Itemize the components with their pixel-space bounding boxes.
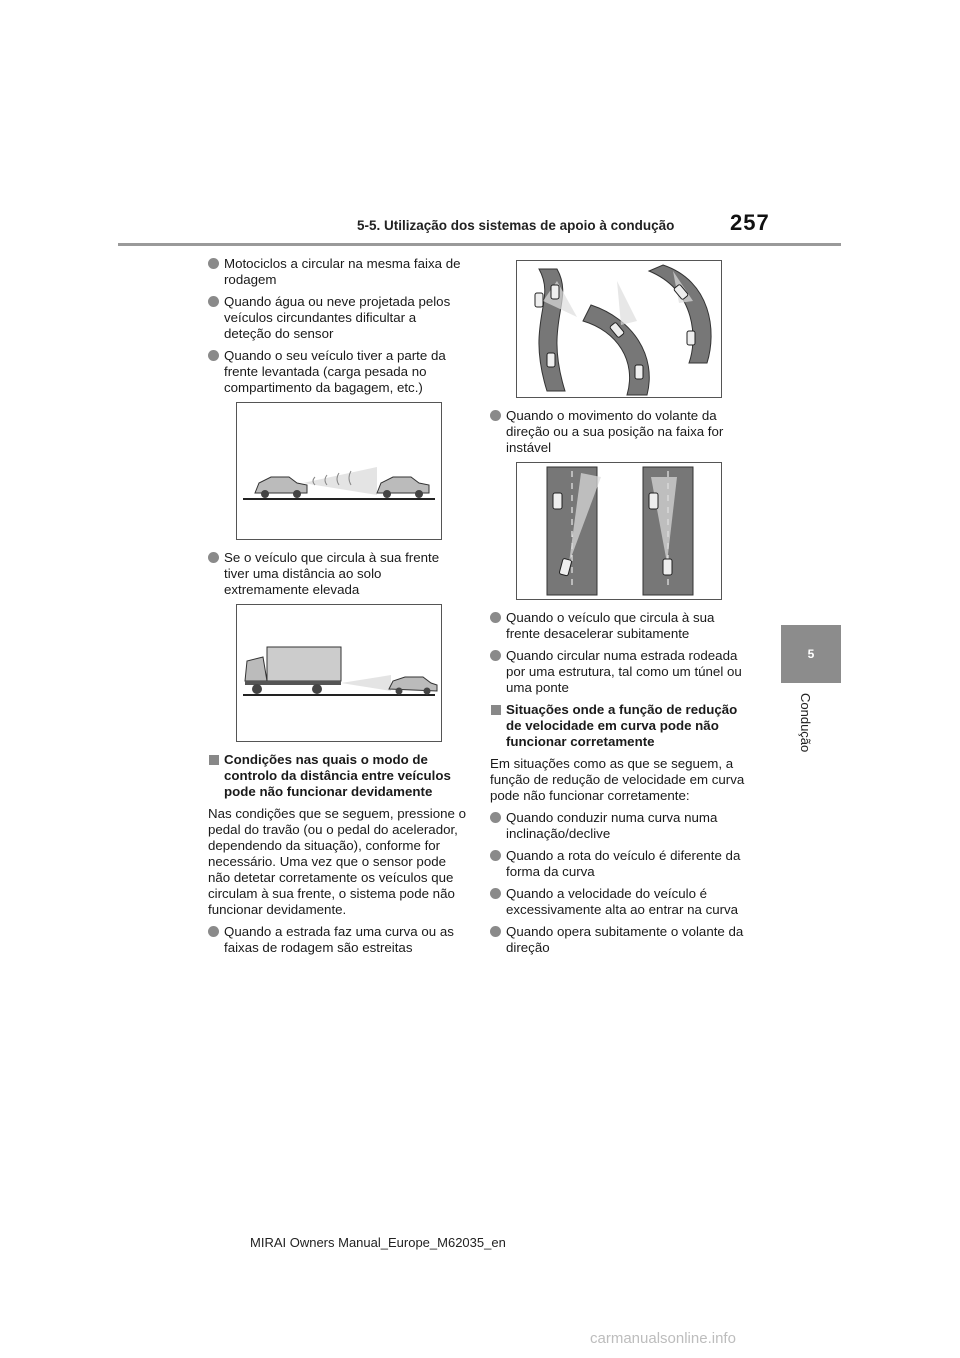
footer-text: MIRAI Owners Manual_Europe_M62035_en: [250, 1235, 506, 1250]
chapter-label: Condução: [798, 693, 813, 753]
bullet-icon: [208, 926, 219, 937]
chapter-number: 5: [807, 647, 815, 661]
watermark: carmanualsonline.info: [590, 1330, 736, 1347]
left-column: [208, 256, 466, 962]
list-item: Quando conduzir numa curva numa inclinação/declive: [490, 810, 748, 842]
bullet-icon: [208, 552, 219, 563]
section-heading: Situações onde a função de redução de velocidade em curva pode não funcionar corretamente: [490, 702, 748, 750]
paragraph: Em situações como as que se seguem, a função de redução de velocidade em curva pode não funcionar corretamente:: [490, 756, 745, 803]
bullet-icon: [490, 850, 501, 861]
paragraph: Nas condições que se seguem, pressione o pedal do travão (ou o pedal do acelerador, dependendo da situação), conforme for necessário. Uma vez que o sensor pode não detetar corretamente os veículos que circulam à sua frente, o sistema pode não funcionar devidamente.: [208, 806, 466, 917]
right-column: [490, 256, 748, 962]
list-item: Quando opera subitamente o volante da direção: [490, 924, 748, 956]
bullet-icon: [208, 258, 219, 269]
list-item: Quando o movimento do volante da direção ou a sua posição na faixa for instável: [490, 408, 748, 456]
list-item: Quando o seu veículo tiver a parte da frente levantada (carga pesada no compartimento da bagagem, etc.): [208, 348, 466, 396]
heading-marker-icon: [491, 705, 501, 715]
heading-marker-icon: [209, 755, 219, 765]
list-item: Quando a rota do veículo é diferente da forma da curva: [490, 848, 748, 880]
page-number: 257: [730, 210, 770, 235]
figure-curved-roads: [516, 260, 722, 398]
list-item: Quando circular numa estrada rodeada por uma estrutura, tal como um túnel ou uma ponte: [490, 648, 748, 696]
list-item: Motociclos a circular na mesma faixa de rodagem: [208, 256, 466, 288]
bullet-icon: [490, 926, 501, 937]
bullet-icon: [490, 888, 501, 899]
list-item: Se o veículo que circula à sua frente tiver uma distância ao solo extremamente elevada: [208, 550, 466, 598]
header-divider: [118, 243, 841, 246]
figure-motorcycle-ahead: [236, 402, 442, 540]
figure-high-clearance-vehicle: [236, 604, 442, 742]
bullet-icon: [208, 350, 219, 361]
bullet-icon: [490, 650, 501, 661]
section-heading: Condições nas quais o modo de controlo da distância entre veículos pode não funcionar devidamente: [208, 752, 466, 800]
section-title: 5-5. Utilização dos sistemas de apoio à condução: [357, 218, 675, 233]
bullet-icon: [490, 812, 501, 823]
list-item: Quando água ou neve projetada pelos veículos circundantes dificultar a deteção do sensor: [208, 294, 466, 342]
bullet-icon: [490, 410, 501, 421]
list-item: Quando a velocidade do veículo é excessivamente alta ao entrar na curva: [490, 886, 748, 918]
chapter-tab[interactable]: [781, 625, 841, 683]
list-item: Quando o veículo que circula à sua frente desacelerar subitamente: [490, 610, 748, 642]
bullet-icon: [208, 296, 219, 307]
figure-unstable-lane-position: [516, 462, 722, 600]
list-item: Quando a estrada faz uma curva ou as faixas de rodagem são estreitas: [208, 924, 466, 956]
bullet-icon: [490, 612, 501, 623]
